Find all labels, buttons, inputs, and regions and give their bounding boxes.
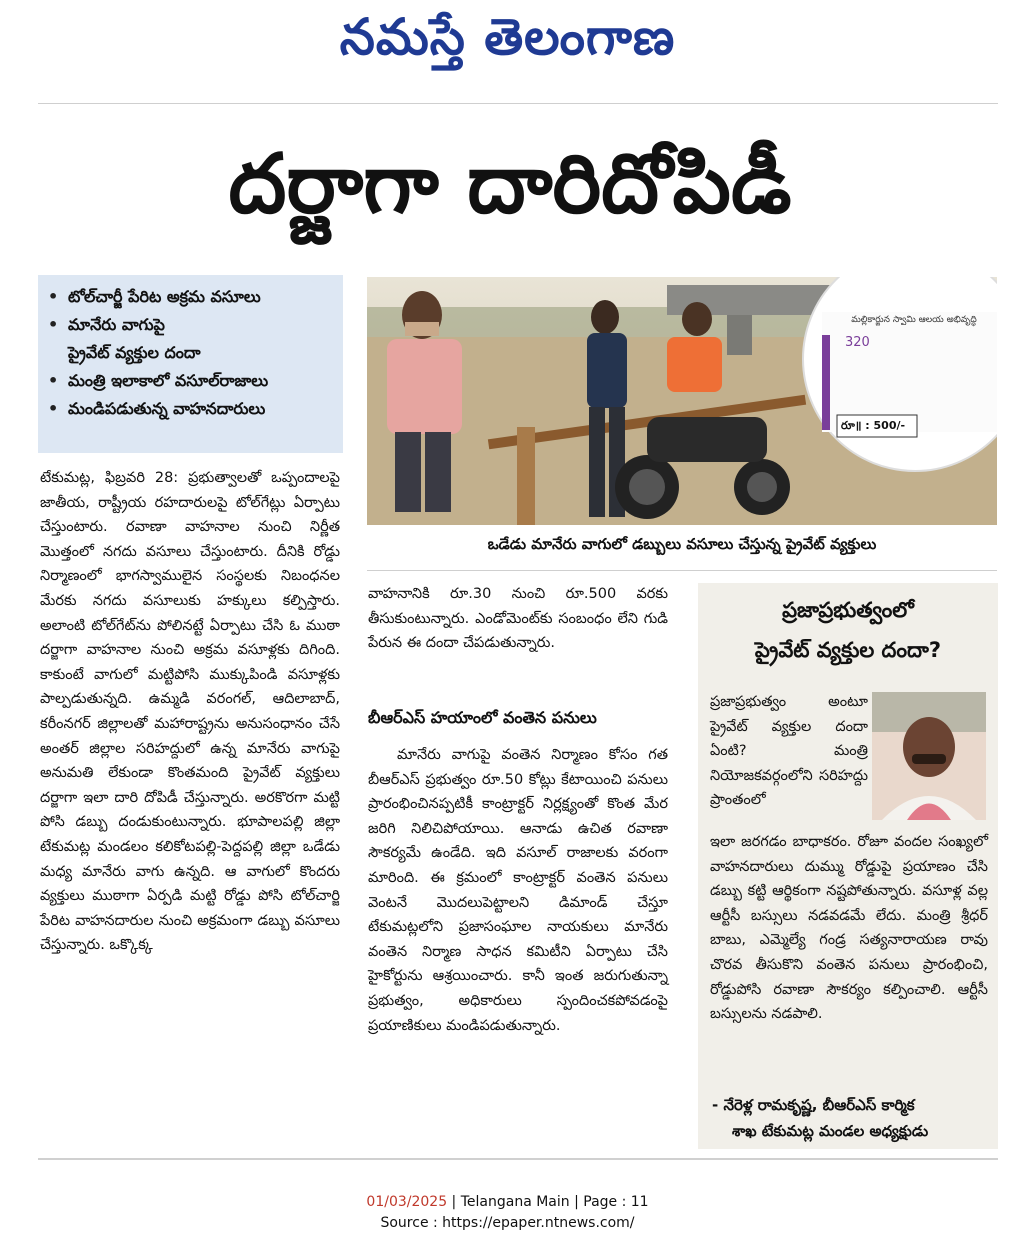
quote-text-continued: ఇలా జరగడం బాధాకరం. రోజూ వందల సంఖ్యలో వాహనదారులు దుమ్ము రోడ్డుపై ప్రయాణం చేసి డబ్బు కట్టి ఆర్థికంగా నష్టపోతున్నారు. వసూళ్ల వల్ల ఆర్టీసీ బస్సులు నడవడమే లేదు. మంత్రి శ్రీధర్ బాబు, ఎమ్మెల్యే గండ్ర సత్యనారాయణ రావు చొరవ తీసుకొని వంతెన పనులు ప్రారంభించి, రోడ్డుపోసి రవాణా సౌకర్యం కల్పించాలి. ఆర్టీసీ బస్సులను నడపాలి. [710, 834, 988, 1023]
quote-attribution: - నేరెళ్ల రామకృష్ణ, బీఆర్‌ఎస్ కార్మిక శాఖ టేకుమట్ల మండల అధ్యక్షుడు [712, 1096, 929, 1140]
footer-edition: | Telangana Main | Page : 11 [447, 1194, 649, 1210]
news-photo [367, 277, 997, 525]
receipt-number: 320 [845, 335, 870, 350]
divider [38, 103, 998, 104]
article-column-2: వాహనానికి రూ.30 నుంచి రూ.500 వరకు తీసుకుంటున్నారు. ఎండోమెంట్‌కు సంబంధం లేని గుడి పేరున ఈ దందా చేపడుతున్నారు. [368, 586, 668, 652]
divider [38, 1158, 998, 1160]
quote-box-title: ప్రజాప్రభుత్వంలో ప్రైవేట్ వ్యక్తుల దందా? [754, 598, 942, 662]
footer-source[interactable]: Source : https://epaper.ntnews.com/ [380, 1215, 635, 1231]
divider [367, 570, 997, 571]
person-photo [872, 692, 986, 820]
receipt-header: మల్లికార్జున స్వామి ఆలయ అభివృద్ధి [851, 315, 977, 325]
headline: దర్జాగా దారిదోపిడీ [228, 137, 792, 232]
receipt-amount: రూ॥ : 500/- [841, 419, 906, 432]
highlight-item: • మండిపడుతున్న వాహనదారులు [48, 399, 266, 418]
article-column-2-continued: మానేరు వాగుపై వంతెన నిర్మాణం కోసం గత బీఆర్‌ఎస్ ప్రభుత్వం రూ.50 కోట్లు కేటాయించి పనులు ప్రారంభించినప్పటికీ కాంట్రాక్టర్ నిర్లక్ష్యంతో కొంత మేర జరిగి నిలిచిపోయాయి. ఆనాడు ఉచిత రవాణా సౌకర్యమే ఉండేది. ఇది వసూల్ రాజాలకు వరంగా మారింది. ఈ క్రమంలో కాంట్రాక్టర్ వంతెన పనులు వెంటనే మొదలుపెట్టాలని డిమాండ్ చేస్తూ టేకుమట్లలోని ప్రజాసంఘాల నాయకులు మానేరు వంతెన నిర్మాణ సాధన కమిటీని ఏర్పాటు చేసి హైకోర్టును ఆశ్రయించారు. కానీ ఇంత జరుగుతున్నా ప్రభుత్వం, అధికారులు స్పందించకపోవడంపై ప్రయాణికులు మండిపడుతున్నారు. [368, 747, 668, 1034]
footer [0, 1192, 1015, 1234]
highlight-item-continued: ప్రైవేట్ వ్యక్తుల దందా [68, 343, 201, 362]
footer-date: 01/03/2025 [366, 1194, 448, 1210]
highlights-box [38, 275, 343, 453]
subheading: బీఆర్‌ఎస్ హయాంలో వంతెన పనులు [368, 708, 597, 727]
article-column-1: టేకుమట్ల, ఫిబ్రవరి 28: ప్రభుత్వాలతో ఒప్పందాలపై జాతీయ, రాష్ట్రీయ రహదారులపై టోల్‌గేట్లు ఏర్పాటు చేస్తుంటారు. రవాణా వాహనాల నుంచి నిర్ణీత మొత్తంలో నగదు వసూలు చేస్తుంటారు. దీనికి రోడ్డు నిర్మాణంలో భాగస్వాములైన సంస్థలకు నిబంధనల మేరకు నగదు వసూలుకు హక్కులు కల్పిస్తారు. అలాంటి టోల్‌గేట్‌ను పోలినట్టే ఏర్పాటు చేసి ఓ ముఠా దర్జాగా వాహనాల నుంచి అక్రమ వసూళ్లకు దిగింది. కాకుంటే వాగులో మట్టిపోసి ముక్కుపిండి వసూళ్లకు పాల్పడుతున్నది. ఉమ్మడి వరంగల్, ఆదిలాబాద్, కరీంనగర్ జిల్లాలతో మహారాష్ట్రను అనుసంధానం చేసే అంతర్ జిల్లాల సరిహద్దులో ఉన్న మానేరు వాగుపై అనుమతి లేకుండా కొంతమంది ప్రైవేట్ వ్యక్తులు దర్జాగా ఇలా దారి దోపిడీ చేస్తున్నారు. అరకొరగా మట్టి పోసి డబ్బు దండుకుంటున్నారు. భూపాలపల్లి జిల్లా టేకుమట్ల మండలం కలికోటపల్లి-పెద్దపల్లి జిల్లా ఒడేడు మధ్య మానేరు వాగు ఉన్నది. ఆ వాగులో కొందరు వ్యక్తులు ముఠాగా ఏర్పడి మట్టి రోడ్డు పోసి టోల్‌చార్జి పేరిట వాహనదారుల నుంచి అక్రమంగా డబ్బు వసూలు చేస్తున్నారు. ఒక్కొక్క [40, 470, 340, 954]
highlight-item: • మంత్రి ఇలాకాలో వసూల్‌రాజాలు [48, 371, 269, 390]
masthead: నమస్తే తెలంగాణ [339, 8, 676, 66]
highlight-item: • టోల్‌చార్జీ పేరిట అక్రమ వసూలు [48, 287, 261, 306]
highlight-item: • మానేరు వాగుపై [48, 315, 165, 334]
quote-text: ప్రజాప్రభుత్వం అంటూ ప్రైవేట్ వ్యక్తుల దందా ఏంటి? మంత్రి నియోజకవర్గంలోని సరిహద్దు ప్రాంతంలో [710, 694, 868, 809]
photo-caption: ఒడేడు మానేరు వాగులో డబ్బులు వసూలు చేస్తున్న ప్రైవేట్ వ్యక్తులు [487, 535, 877, 553]
